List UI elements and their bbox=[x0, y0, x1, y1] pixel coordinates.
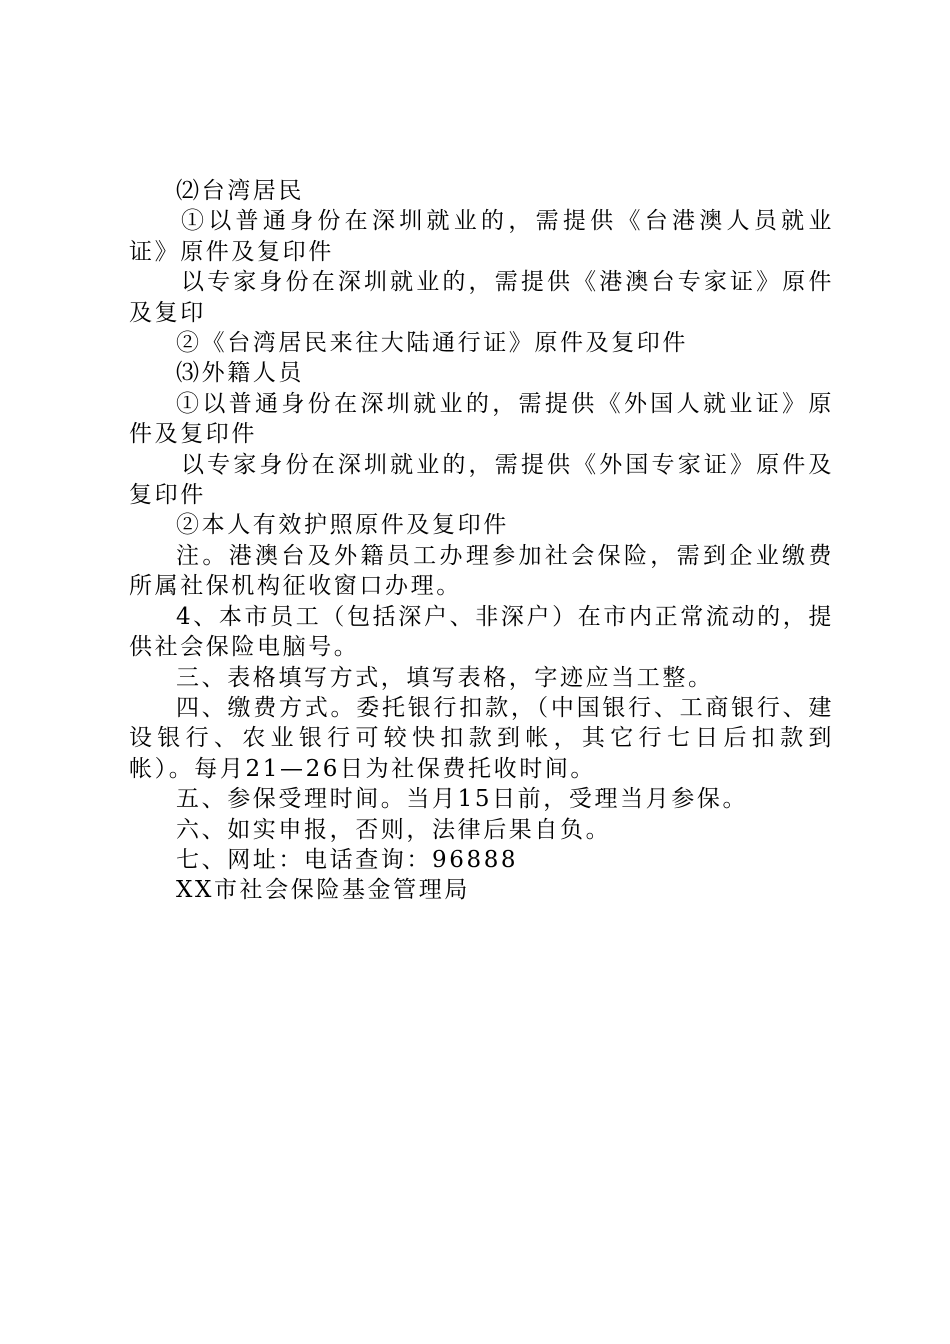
paragraph: 五、参保受理时间。当月15日前，受理当月参保。 bbox=[176, 786, 749, 813]
note-paragraph: 注。港澳台及外籍员工办理参加社会保险，需到企业缴费所属社保机构征收窗口办理。 bbox=[129, 542, 834, 600]
issuer-signature: XX市社会保险基金管理局 bbox=[176, 877, 470, 904]
contact-paragraph: 七、网址：电话查询：96888 bbox=[176, 846, 519, 873]
paragraph: ①以普通身份在深圳就业的，需提供《外国人就业证》原件及复印件 bbox=[129, 390, 834, 448]
paragraph: 以专家身份在深圳就业的，需提供《港澳台专家证》原件及复印 bbox=[129, 269, 834, 326]
paragraph: 四、缴费方式。委托银行扣款，（中国银行、工商银行、建设银行、农业银行可较快扣款到帐，其它行七日后扣款到帐）。每月21—26日为社保费托收时间。 bbox=[129, 694, 834, 782]
paragraph: 以专家身份在深圳就业的，需提供《外国专家证》原件及复印件 bbox=[129, 451, 834, 509]
section-heading-taiwan: ⑵台湾居民 bbox=[176, 178, 304, 204]
paragraph: ①以普通身份在深圳就业的，需提供《台港澳人员就业证》原件及复印件 bbox=[129, 208, 834, 265]
section-heading-foreigners: ⑶外籍人员 bbox=[176, 360, 304, 387]
paragraph: ②本人有效护照原件及复印件 bbox=[176, 512, 509, 539]
paragraph: ②《台湾居民来往大陆通行证》原件及复印件 bbox=[176, 330, 688, 357]
paragraph: 4、本市员工（包括深户、非深户）在市内正常流动的，提供社会保险电脑号。 bbox=[129, 603, 834, 661]
paragraph: 三、表格填写方式，填写表格，字迹应当工整。 bbox=[176, 664, 714, 691]
paragraph: 六、如实申报，否则，法律后果自负。 bbox=[176, 816, 612, 843]
document-body bbox=[129, 176, 834, 906]
